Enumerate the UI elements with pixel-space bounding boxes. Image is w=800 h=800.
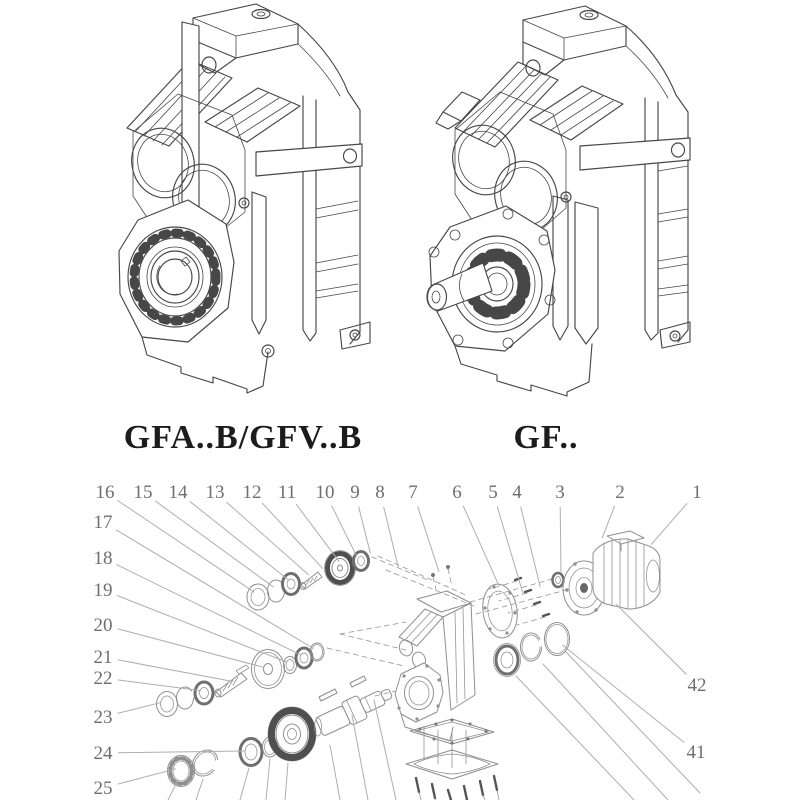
part-number-15: 15 [133,482,153,503]
leader-line-part-18 [117,565,301,655]
leader-line-part-4 [521,507,541,587]
shaft-key [350,676,366,687]
part-number-22: 22 [93,668,113,689]
leader-line-part-22 [118,680,201,691]
leader-line-part-9 [359,507,371,553]
leader-line-part-15 [155,501,274,587]
leader-line-part-19 [117,596,286,662]
part-number-3: 3 [555,482,565,503]
part-number-41: 41 [686,742,706,763]
part-number-42: 42 [687,675,707,696]
leader-line-part-13 [226,502,309,575]
leader-line-part-10 [332,506,357,557]
part-number-2: 2 [615,482,625,503]
part-number-24: 24 [93,743,113,764]
leader-line-part-21 [118,660,232,682]
leader-line-part-11 [296,504,339,562]
leader-line-part-25 [118,769,177,784]
leader-line-part-3 [560,507,561,573]
seal-ring [545,623,570,656]
leader-line-part-24 [118,751,245,753]
leader-line-part-7 [418,506,440,572]
shaft-key [319,689,337,701]
part-number-1: 1 [692,482,702,503]
part-number-16: 16 [95,482,115,503]
model-label-right: GF.. [513,419,579,456]
part-number-21: 21 [93,647,113,668]
oil-pan-cover [406,750,499,800]
part-number-6: 6 [452,482,462,503]
part-number-13: 13 [205,482,225,503]
leader-line-part-2 [602,506,615,538]
model-label-left: GFA..B/GFV..B [123,419,363,456]
pan-bolts [416,776,499,800]
part-number-25: 25 [93,778,113,799]
leader-line-part-1 [651,503,687,544]
leader-line-part-16 [118,500,255,592]
leader-line-part-5 [497,506,523,594]
leader-line-part-20 [118,629,264,667]
part-number-9: 9 [350,482,360,503]
motor [563,531,660,615]
part-number-19: 19 [93,580,113,601]
part-number-10: 10 [315,482,335,503]
callout-layer [94,482,707,799]
part-number-20: 20 [93,615,113,636]
retaining-ring [521,633,542,661]
exploded-parts-diagram [157,531,701,800]
output-bearing [494,644,521,677]
part-number-18: 18 [93,548,113,569]
leader-line-part-12 [262,503,323,569]
gearbox-iso-drawing-left [119,4,370,393]
leader-line-part-41 [562,645,684,743]
part-number-7: 7 [408,482,418,503]
part-number-4: 4 [512,482,522,503]
gearbox-iso-drawing-right [427,6,690,396]
leader-line-part-42 [616,604,686,674]
part-number-23: 23 [93,707,113,728]
part-number-12: 12 [242,482,262,503]
part-number-11: 11 [277,482,297,503]
leader-line-part-6 [463,506,499,586]
leader-line-part-23 [118,703,161,714]
part-number-8: 8 [375,482,385,503]
gear-housing [395,565,475,741]
part-number-14: 14 [168,482,188,503]
leader-line-part-8 [384,507,399,567]
part-number-17: 17 [93,512,113,533]
part-number-5: 5 [488,482,498,503]
oil-seal [553,573,564,587]
input-shaft-assembly [247,551,430,611]
